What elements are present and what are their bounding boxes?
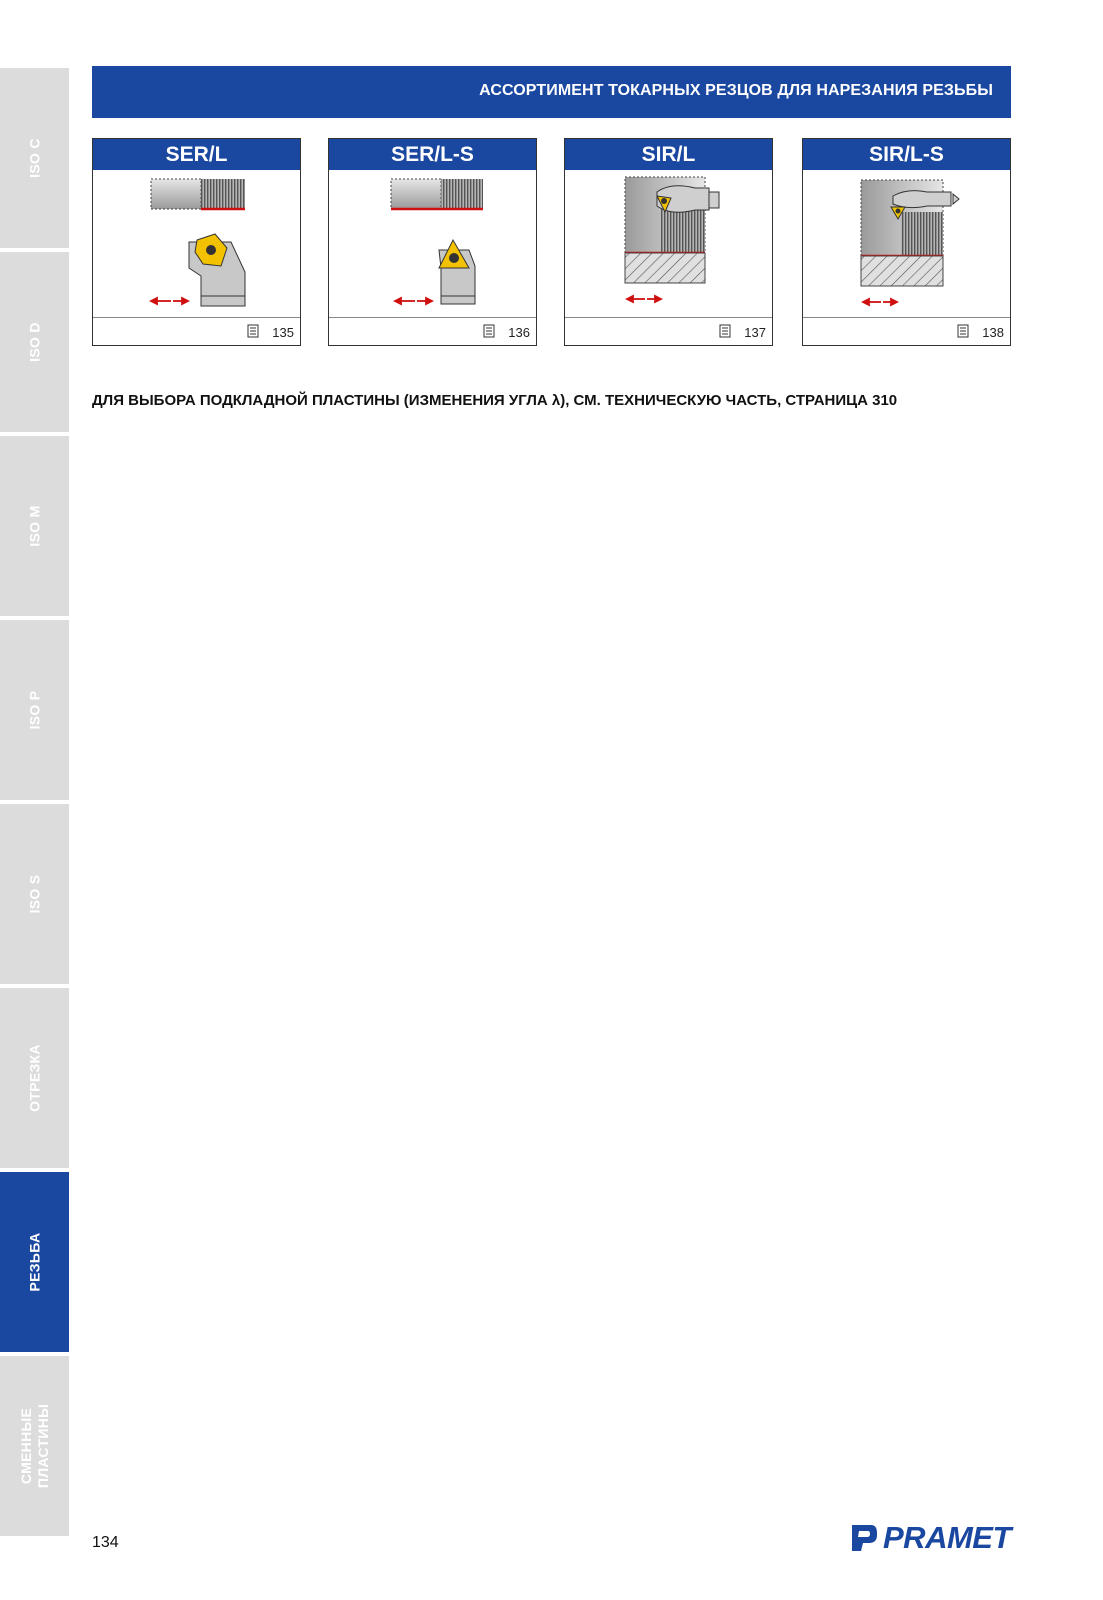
card-footer [329,317,536,345]
card-title: SIR/L-S [803,139,1010,170]
card-title: SIR/L [565,139,772,170]
tab-label: ОТРЕЗКА [26,1044,42,1112]
tab-label: ISO D [26,322,42,362]
tool-card-sir-l[interactable] [564,138,773,346]
card-footer [93,317,300,345]
tab-parting[interactable] [0,988,69,1168]
internal-thread-small-tool-illustration [803,170,1010,319]
page-reference: 135 [272,325,294,340]
tab-label-line1: СМЕННЫЕ [17,1407,34,1485]
card-title: SER/L [93,139,300,170]
page-reference: 137 [744,325,766,340]
external-thread-small-tool-illustration [329,170,536,319]
page-number: 134 [92,1534,119,1551]
page-reference-icon [482,324,496,338]
tab-label: ISO S [26,874,42,914]
tab-iso-p[interactable] [0,620,69,800]
tab-label [18,1404,52,1488]
tool-card-ser-l-s[interactable] [328,138,537,346]
section-title: АССОРТИМЕНТ ТОКАРНЫХ РЕЗЦОВ ДЛЯ НАРЕЗАНИЯ РЕЗЬБЫ [479,82,993,99]
tab-label: РЕЗЬБА [26,1232,42,1292]
card-footer [803,317,1010,345]
tool-card-sir-l-s[interactable] [802,138,1011,346]
page-reference-icon [246,324,260,338]
tool-card-ser-l[interactable] [92,138,301,346]
tab-label: ISO P [26,690,42,730]
tab-iso-s[interactable] [0,804,69,984]
logo-text: PRAMET [883,1520,1011,1555]
logo-mark-icon [849,1521,879,1555]
shim-selection-note: ДЛЯ ВЫБОРА ПОДКЛАДНОЙ ПЛАСТИНЫ (ИЗМЕНЕНИЯ УГЛА λ), СМ. ТЕХНИЧЕСКУЮ ЧАСТЬ, СТРАНИЦА 310 [92,392,898,409]
page-reference: 138 [982,325,1004,340]
tab-inserts[interactable] [0,1356,69,1536]
page-reference-icon [718,324,732,338]
tab-iso-c[interactable] [0,68,69,248]
card-footer [565,317,772,345]
external-thread-tool-illustration [93,170,300,319]
section-header [92,66,1011,118]
internal-thread-tool-illustration [565,170,772,319]
tab-threading[interactable] [0,1172,69,1352]
page-reference: 136 [508,325,530,340]
tab-label: ISO C [26,138,42,178]
tab-iso-d[interactable] [0,252,69,432]
tab-label: ISO M [26,505,42,547]
tab-label-line2: ПЛАСТИНЫ [34,1403,51,1489]
tab-iso-m[interactable] [0,436,69,616]
card-title: SER/L-S [329,139,536,170]
page-reference-icon [956,324,970,338]
pramet-logo [849,1520,1011,1556]
